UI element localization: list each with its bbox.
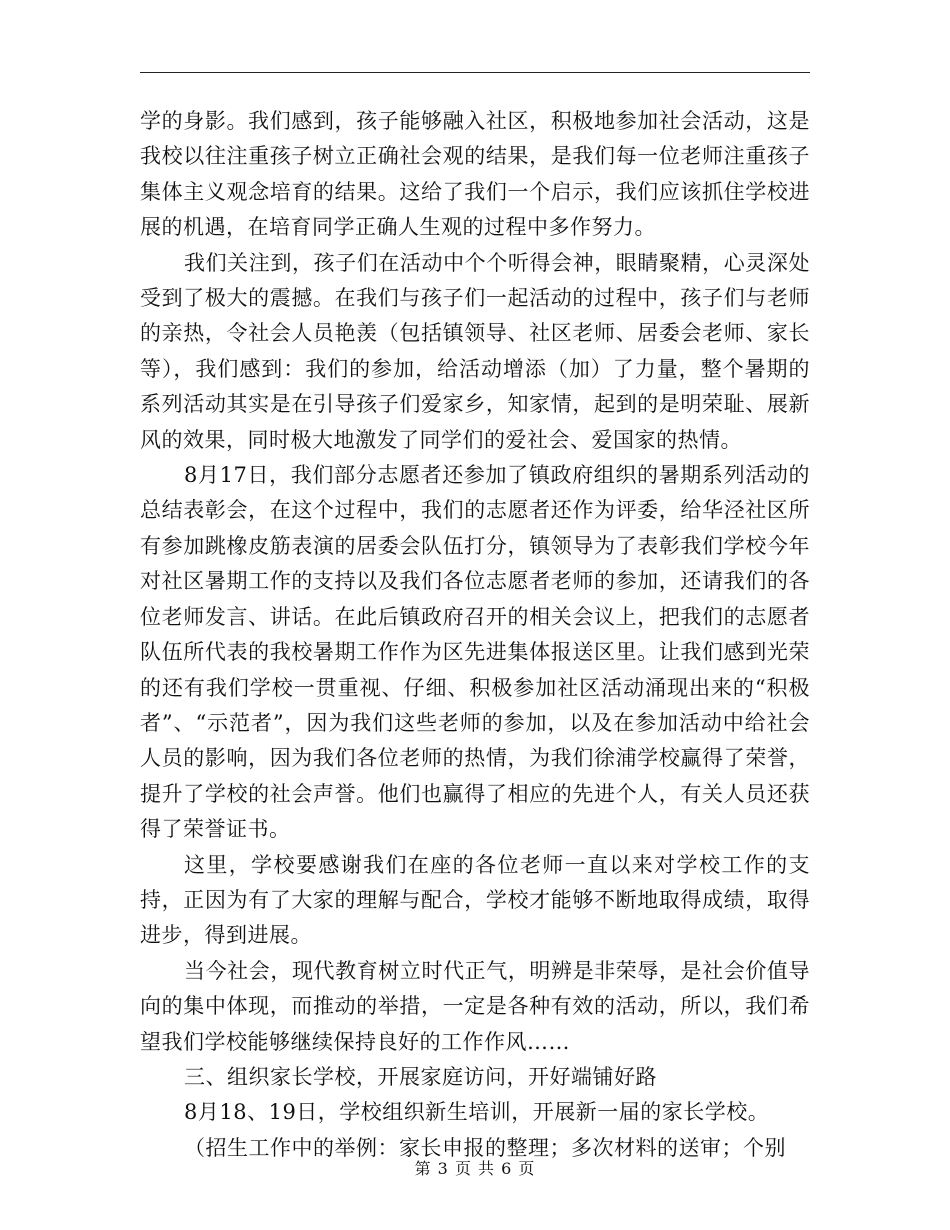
header-rule: [140, 72, 810, 73]
paragraph-august-17: 8月17日，我们部分志愿者还参加了镇政府组织的暑期系列活动的总结表彰会，在这个过程中，我们的志愿者还作为评委，给华泾社区所有参加跳橡皮筋表演的居委会队伍打分，镇领导为了表彰我们学校今年对社区暑期工作的支持以及我们各位志愿者老师的参加，还请我们的各位老师发言、讲话。在此后镇政府召开的相关会议上，把我们的志愿者队伍所代表的我校暑期工作作为区先进集体报送区里。让我们感到光荣的还有我们学校一贯重视、仔细、积极参加社区活动涌现出来的“积极者”、“示范者”，因为我们这些老师的参加，以及在参加活动中给社会人员的影响，因为我们各位老师的热情，为我们徐浦学校赢得了荣誉，提升了学校的社会声誉。他们也赢得了相应的先进个人，有关人员还获得了荣誉证书。: [140, 463, 810, 842]
page-number-footer: 第 3 页 共 6 页: [414, 1159, 536, 1178]
document-body: [140, 104, 810, 1166]
paragraph-august-18-19: 8月18、19日，学校组织新生培训，开展新一届的家长学校。: [184, 1100, 770, 1125]
paragraph-activity-impact: 我们关注到，孩子们在活动中个个听得会神，眼睛聚精，心灵深处受到了极大的震撼。在我们与孩子们一起活动的过程中，孩子们与老师的亲热，令社会人员艳羡（包括镇领导、社区老师、居委会老师、家长等），我们感到：我们的参加，给活动增添（加）了力量，整个暑期的系列活动其实是在引导孩子们爱家乡，知家情，起到的是明荣耻、展新风的效果，同时极大地激发了同学们的爱社会、爱国家的热情。: [140, 250, 810, 452]
paragraph-thanks: 这里，学校要感谢我们在座的各位老师一直以来对学校工作的支持，正因为有了大家的理解与配合，学校才能够不断地取得成绩，取得进步，得到进展。: [140, 852, 810, 948]
section-heading-parent-school: 三、组织家长学校，开展家庭访问，开好端铺好路: [184, 1064, 657, 1089]
paragraph-modern-education: 当今社会，现代教育树立时代正气，明辨是非荣辱，是社会价值导向的集中体现，而推动的举措，一定是各种有效的活动，所以，我们希望我们学校能够继续保持良好的工作作风……: [140, 958, 810, 1054]
paragraph-continuation: 学的身影。我们感到，孩子能够融入社区，积极地参加社会活动，这是我校以往注重孩子树立正确社会观的结果，是我们每一位老师注重孩子集体主义观念培育的结果。这给了我们一个启示，我们应该抓住学校进展的机遇，在培育同学正确人生观的过程中多作努力。: [140, 109, 810, 240]
paragraph-enrollment-examples: （招生工作中的举例：家长申报的整理；多次材料的送审；个别: [184, 1135, 786, 1160]
